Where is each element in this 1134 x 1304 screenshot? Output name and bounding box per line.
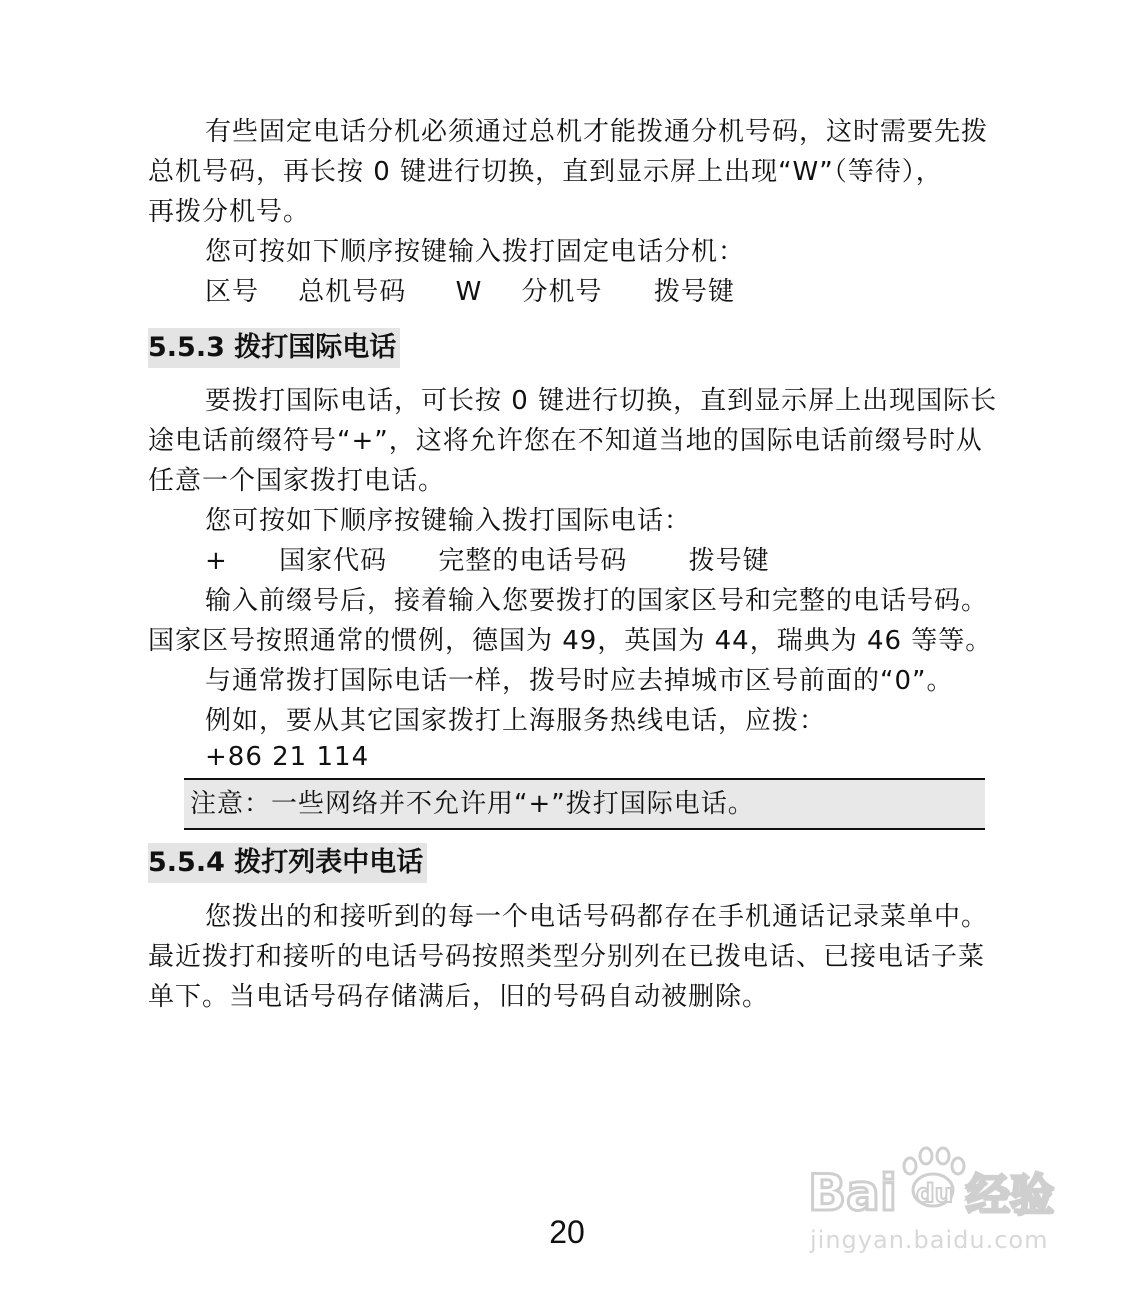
section-553-line-3: 任意一个国家拨打电话。 <box>148 466 446 496</box>
svg-text:du: du <box>916 1179 954 1209</box>
section-553-line-5: 国家区号按照通常的惯例，德国为 49，英国为 44，瑞典为 46 等等。 <box>148 626 993 656</box>
sequence-item: W <box>455 277 483 307</box>
section-553-line-1: 要拨打国际电话，可长按 0 键进行切换，直到显示屏上出现国际长 <box>205 386 998 416</box>
note-text: 注意：一些网络并不允许用“+”拨打国际电话。 <box>190 789 755 819</box>
section-553-line-7: 例如，要从其它国家拨打上海服务热线电话，应拨： <box>205 706 827 736</box>
intro-key-sequence <box>205 272 735 312</box>
intro-line-2: 总机号码，再长按 0 键进行切换，直到显示屏上出现“W”（等待）， <box>148 157 943 187</box>
sequence-item: 国家代码 <box>279 546 388 576</box>
sequence-item: 拨号键 <box>688 546 770 576</box>
sequence-item: + <box>205 546 228 576</box>
section-554-line-3: 单下。当电话号码存储满后，旧的号码自动被删除。 <box>148 982 770 1012</box>
section-553-line-2: 途电话前缀符号“+”，这将允许您在不知道当地的国际电话前缀号时从 <box>148 426 983 456</box>
section-553-sequence-label: 您可按如下顺序按键输入拨打国际电话： <box>205 506 692 536</box>
intro-sequence-label: 您可按如下顺序按键输入拨打固定电话分机： <box>205 237 746 267</box>
section-heading-554: 5.5.4 拨打列表中电话 <box>148 843 427 883</box>
section-553-line-6: 与通常拨打国际电话一样，拨号时应去掉城市区号前面的“0”。 <box>205 666 954 696</box>
svg-text:jingyan.baidu.com: jingyan.baidu.com <box>810 1226 1049 1254</box>
section-553-line-4: 输入前缀号后，接着输入您要拨打的国家区号和完整的电话号码。 <box>205 586 989 616</box>
sequence-item: 总机号码 <box>298 277 407 307</box>
intro-line-1: 有些固定电话分机必须通过总机才能拨通分机号码，这时需要先拨 <box>205 117 989 147</box>
svg-text:经验: 经验 <box>966 1170 1054 1221</box>
sequence-item: 分机号 <box>521 277 603 307</box>
section-heading-553: 5.5.3 拨打国际电话 <box>148 328 400 368</box>
page-number: 20 <box>549 1214 585 1250</box>
sequence-item: 完整的电话号码 <box>438 546 628 576</box>
sequence-item: 区号 <box>205 277 260 307</box>
sequence-item: 拨号键 <box>653 277 735 307</box>
section-553-key-sequence <box>205 541 770 581</box>
example-number: +86 21 114 <box>205 742 370 772</box>
section-554-line-1: 您拨出的和接听到的每一个电话号码都存在手机通话记录菜单中。 <box>205 902 989 932</box>
section-554-line-2: 最近拨打和接听的电话号码按照类型分别列在已拨电话、已接电话子菜 <box>148 942 986 972</box>
svg-text:Bai: Bai <box>808 1164 897 1222</box>
intro-line-3: 再拨分机号。 <box>148 197 311 227</box>
note-box <box>184 778 985 830</box>
